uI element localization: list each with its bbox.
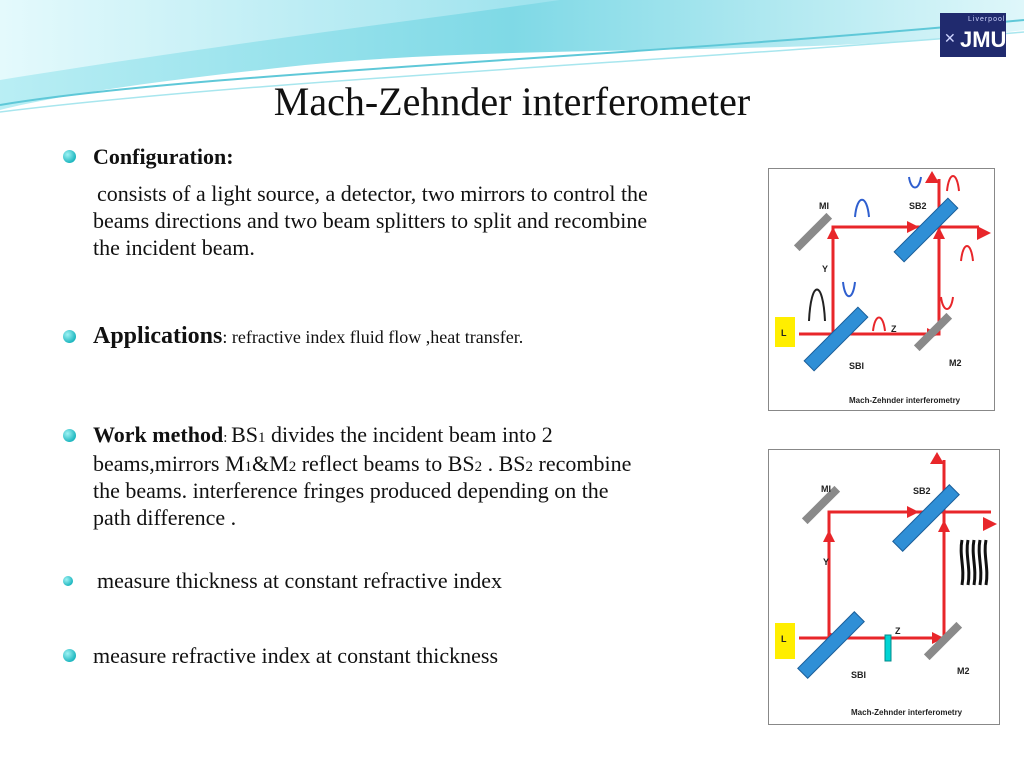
- work-method-line-3: the beams. interference fringes produced depending on the: [93, 478, 609, 503]
- label-y: Y: [823, 557, 830, 567]
- text-fragment: 2: [525, 459, 534, 475]
- diagram-2-caption: Mach-Zehnder interferometry: [851, 708, 963, 717]
- diagram-1-svg: [769, 169, 994, 410]
- configuration-line-1: consists of a light source, a detector, two mirrors to control the: [97, 181, 648, 206]
- label-l: L: [781, 634, 787, 644]
- label-z: Z: [891, 324, 897, 334]
- text-fragment: 1: [244, 459, 253, 475]
- diagram-1-caption: Mach-Zehnder interferometry: [849, 396, 961, 405]
- measure-index-item: measure refractive index at constant thickness: [93, 643, 499, 668]
- text-fragment: reflect beams to BS: [296, 451, 475, 476]
- label-m1: MI: [819, 201, 829, 211]
- label-y: Y: [822, 264, 829, 274]
- work-method-line-4: path difference .: [93, 505, 237, 530]
- text-fragment: &M: [252, 451, 289, 476]
- label-sb1: SBI: [849, 361, 865, 371]
- configuration-line-3: the incident beam.: [93, 235, 255, 260]
- text-fragment: 1: [258, 430, 266, 446]
- logo-main-text: JMU: [960, 27, 1007, 52]
- text-fragment: recombine: [533, 451, 632, 476]
- bullet-icon: [63, 150, 76, 163]
- text-fragment: 2: [288, 459, 297, 475]
- diagram-interferometer-2: [768, 449, 1000, 725]
- label-m1: MI: [821, 484, 831, 494]
- label-sb2: SB2: [909, 201, 927, 211]
- applications-heading: Applications: [93, 323, 223, 349]
- diagram-2-svg: [769, 450, 999, 724]
- logo-mark-icon: ✕: [944, 30, 956, 46]
- text-fragment: :: [223, 430, 232, 446]
- text-fragment: . BS: [482, 451, 526, 476]
- label-z: Z: [895, 626, 901, 636]
- label-l: L: [781, 328, 787, 338]
- jmu-logo: [940, 13, 1006, 57]
- configuration-heading: Configuration:: [93, 144, 234, 169]
- slide-title: Mach-Zehnder interferometer: [273, 79, 751, 124]
- label-sb2: SB2: [913, 486, 931, 496]
- text-fragment: beams,mirrors M: [93, 451, 245, 476]
- applications-item: [93, 322, 523, 351]
- label-m2: M2: [957, 666, 970, 676]
- logo-small-text: Liverpool: [968, 16, 1006, 23]
- applications-text: : refractive index fluid flow ,heat transfer.: [222, 327, 524, 347]
- text-fragment: divides the incident beam into 2: [265, 422, 553, 447]
- work-method-line-1: [93, 421, 553, 452]
- diagram-interferometer-1: [768, 168, 995, 411]
- label-m2: M2: [949, 358, 962, 368]
- label-sb1: SBI: [851, 670, 867, 680]
- text-fragment: 2: [474, 459, 483, 475]
- bullet-icon: [63, 649, 76, 662]
- work-method-heading: Work method: [93, 422, 224, 447]
- bullet-icon: [63, 330, 76, 343]
- text-fragment: BS: [231, 422, 259, 447]
- bullet-icon: [63, 576, 73, 586]
- configuration-line-2: beams directions and two beam splitters to split and recombine: [93, 208, 648, 233]
- bullet-icon: [63, 429, 76, 442]
- measure-thickness-item: measure thickness at constant refractive index: [97, 568, 503, 593]
